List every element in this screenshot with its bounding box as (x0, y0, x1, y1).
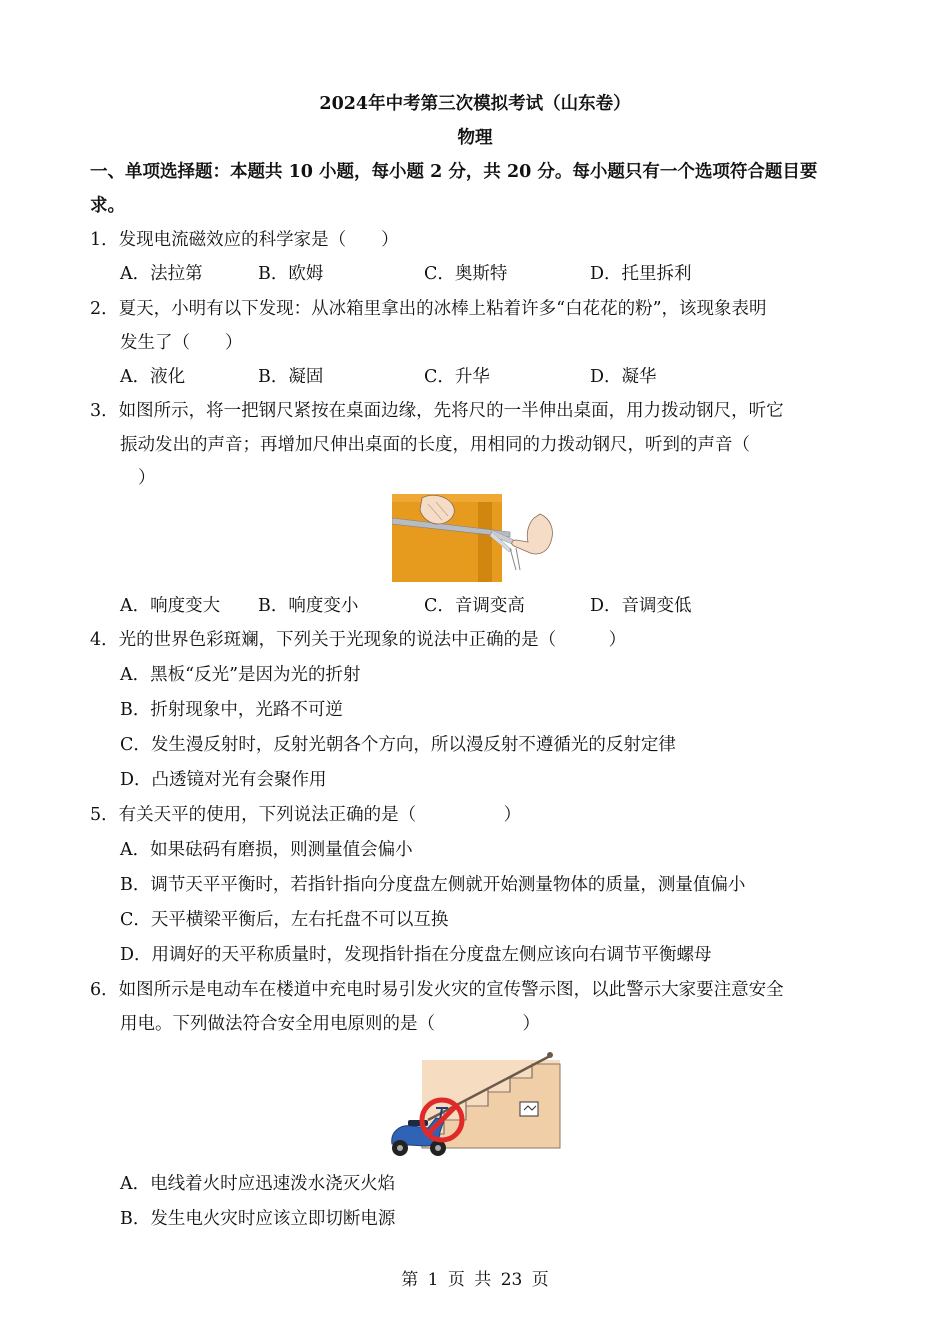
question-2-option-a: A．液化 (120, 367, 186, 387)
question-5-text: 5．有关天平的使用，下列说法正确的是（ ） (90, 805, 522, 825)
wall-socket (520, 1102, 538, 1116)
stairwell-warning-figure (382, 1048, 562, 1160)
question-3-option-a: A．响度变大 (120, 596, 221, 616)
plucking-hand (512, 514, 553, 554)
question-3-option-c: C．音调变高 (424, 596, 525, 616)
question-2-option-d: D．凝华 (590, 367, 657, 387)
question-5-option-d: D．用调好的天平称质量时，发现指针指在分度盘左侧应该向右调节平衡螺母 (120, 945, 712, 965)
question-1-text: 1．发现电流磁效应的科学家是（ ） (90, 230, 399, 250)
table-leg (478, 502, 492, 582)
question-4-option-d: D．凸透镜对光有会聚作用 (120, 770, 327, 790)
question-3-text-line3: ） (138, 468, 156, 488)
section-heading-line1: 一、单项选择题：本题共 10 小题，每小题 2 分，共 20 分。每小题只有一个选项符合题目要 (90, 162, 818, 182)
question-4-option-b: B．折射现象中，光路不可逆 (120, 700, 343, 720)
question-1-option-a: A．法拉第 (120, 264, 203, 284)
question-6-text-line2: 用电。下列做法符合安全用电原则的是（ ） (120, 1014, 540, 1034)
question-4-text: 4．光的世界色彩斑斓，下列关于光现象的说法中正确的是（ ） (90, 630, 627, 650)
question-2-option-b: B．凝固 (258, 367, 324, 387)
question-5-option-a: A．如果砝码有磨损，则测量值会偏小 (120, 840, 413, 860)
section-heading-line2: 求。 (90, 196, 125, 216)
question-1-option-b: B．欧姆 (258, 264, 324, 284)
question-4-option-a: A．黑板“反光”是因为光的折射 (120, 665, 361, 685)
steel-ruler-figure (392, 494, 560, 582)
question-3-option-b: B．响度变小 (258, 596, 359, 616)
question-1-option-c: C．奥斯特 (424, 264, 508, 284)
question-2-text-line1: 2．夏天，小明有以下发现：从冰箱里拿出的冰棒上粘着许多“白花花的粉”，该现象表明 (90, 299, 767, 319)
question-3-option-d: D．音调变低 (590, 596, 692, 616)
question-5-option-c: C．天平横梁平衡后，左右托盘不可以互换 (120, 910, 449, 930)
question-1-option-d: D．托里拆利 (590, 264, 692, 284)
question-3-text-line2: 振动发出的声音；再增加尺伸出桌面的长度，用相同的力拨动钢尺，听到的声音（ (120, 435, 750, 455)
subject-title: 物理 (457, 128, 493, 148)
question-5-option-b: B．调节天平平衡时，若指针指向分度盘左侧就开始测量物体的质量，测量值偏小 (120, 875, 746, 895)
exam-title: 2024年中考第三次模拟考试（山东卷） (319, 94, 631, 114)
question-2-option-c: C．升华 (424, 367, 490, 387)
page-footer: 第 1 页 共 23 页 (401, 1270, 549, 1290)
question-4-option-c: C．发生漫反射时，反射光朝各个方向，所以漫反射不遵循光的反射定律 (120, 735, 676, 755)
question-6-option-b: B．发生电火灾时应该立即切断电源 (120, 1209, 396, 1229)
question-6-option-a: A．电线着火时应迅速泼水浇灭火焰 (120, 1174, 396, 1194)
question-6-text-line1: 6．如图所示是电动车在楼道中充电时易引发火灾的宣传警示图，以此警示大家要注意安全 (90, 980, 784, 1000)
question-2-text-line2: 发生了（ ） (120, 333, 243, 353)
vibration-mark (510, 548, 516, 570)
question-3-text-line1: 3．如图所示，将一把钢尺紧按在桌面边缘，先将尺的一半伸出桌面，用力拨动钢尺，听它 (90, 401, 784, 421)
